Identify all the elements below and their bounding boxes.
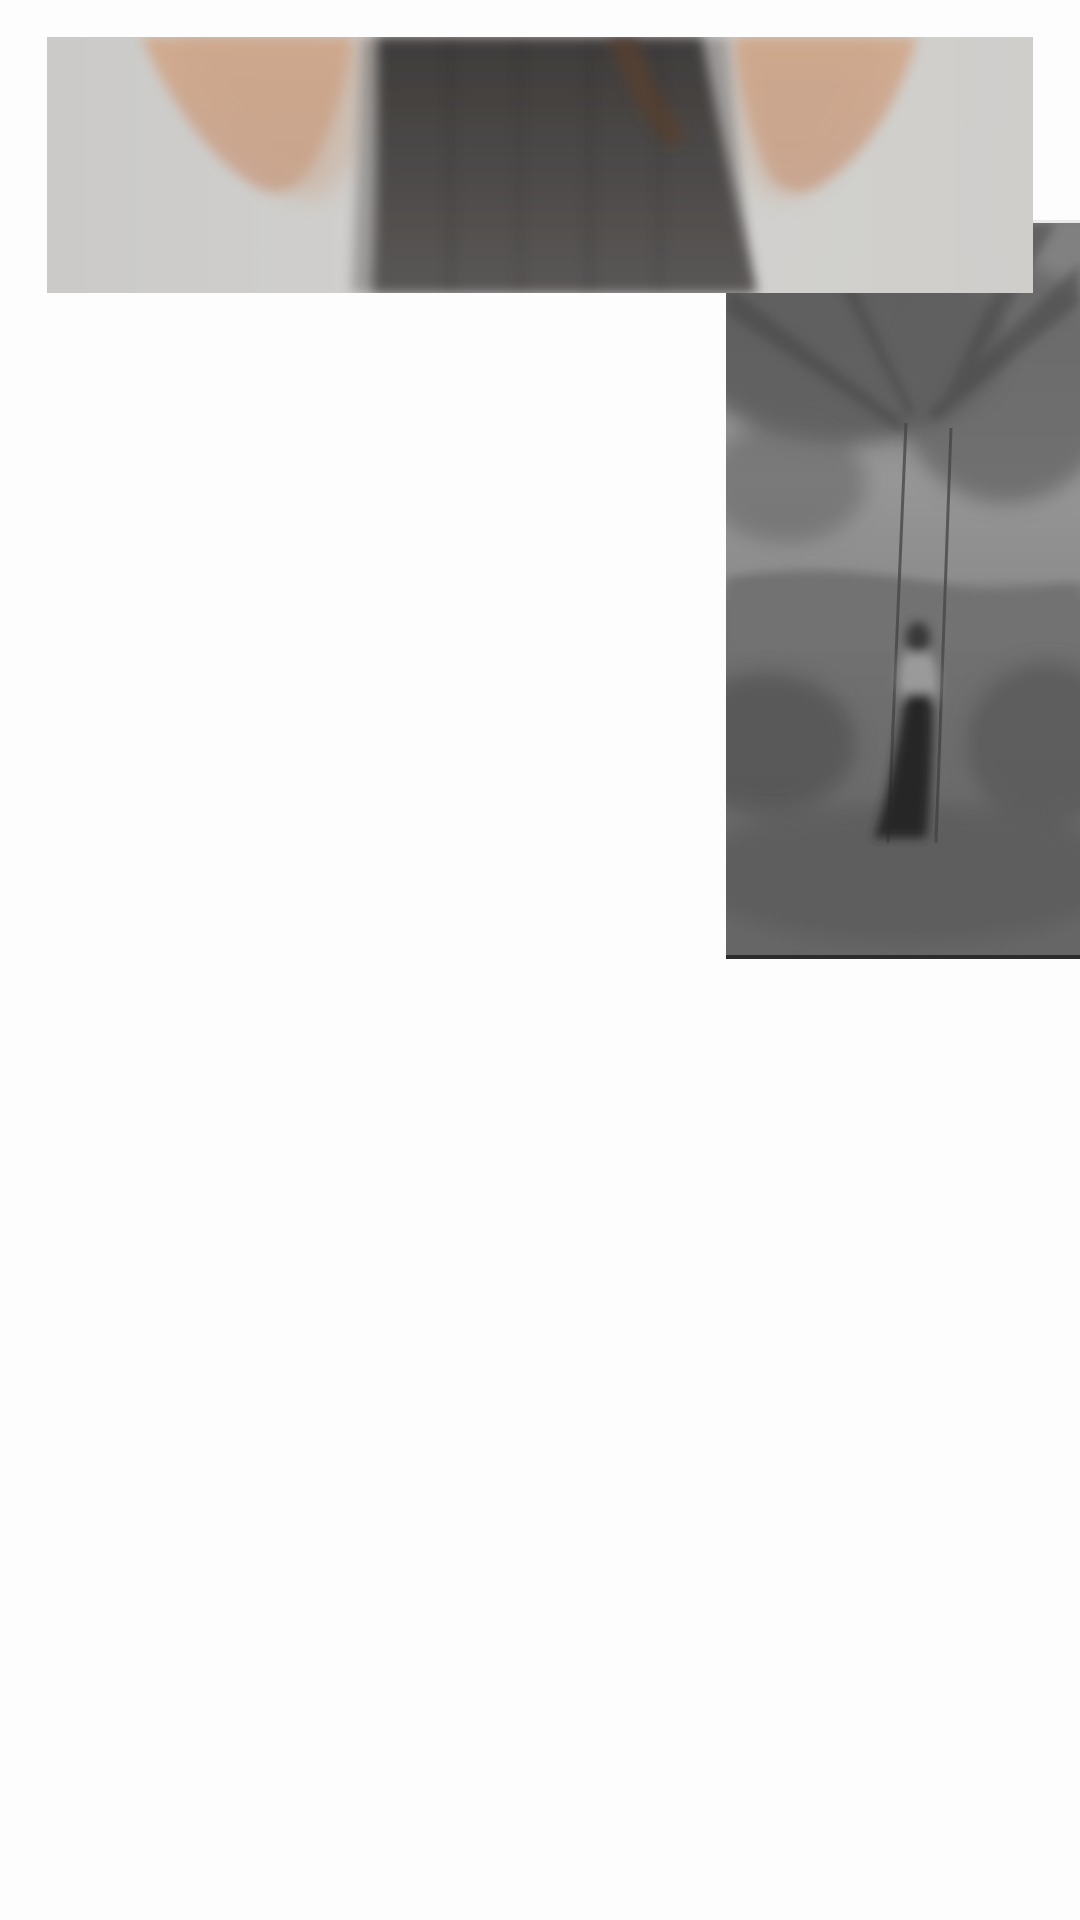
- photo-dress-figure[interactable]: [47, 37, 1033, 293]
- photo-bottom-edge: [726, 955, 1080, 959]
- photo-swing-scene-image: [726, 223, 1080, 959]
- photo-swing-scene[interactable]: [726, 223, 1080, 959]
- photo-dress-figure-image: [47, 37, 1033, 293]
